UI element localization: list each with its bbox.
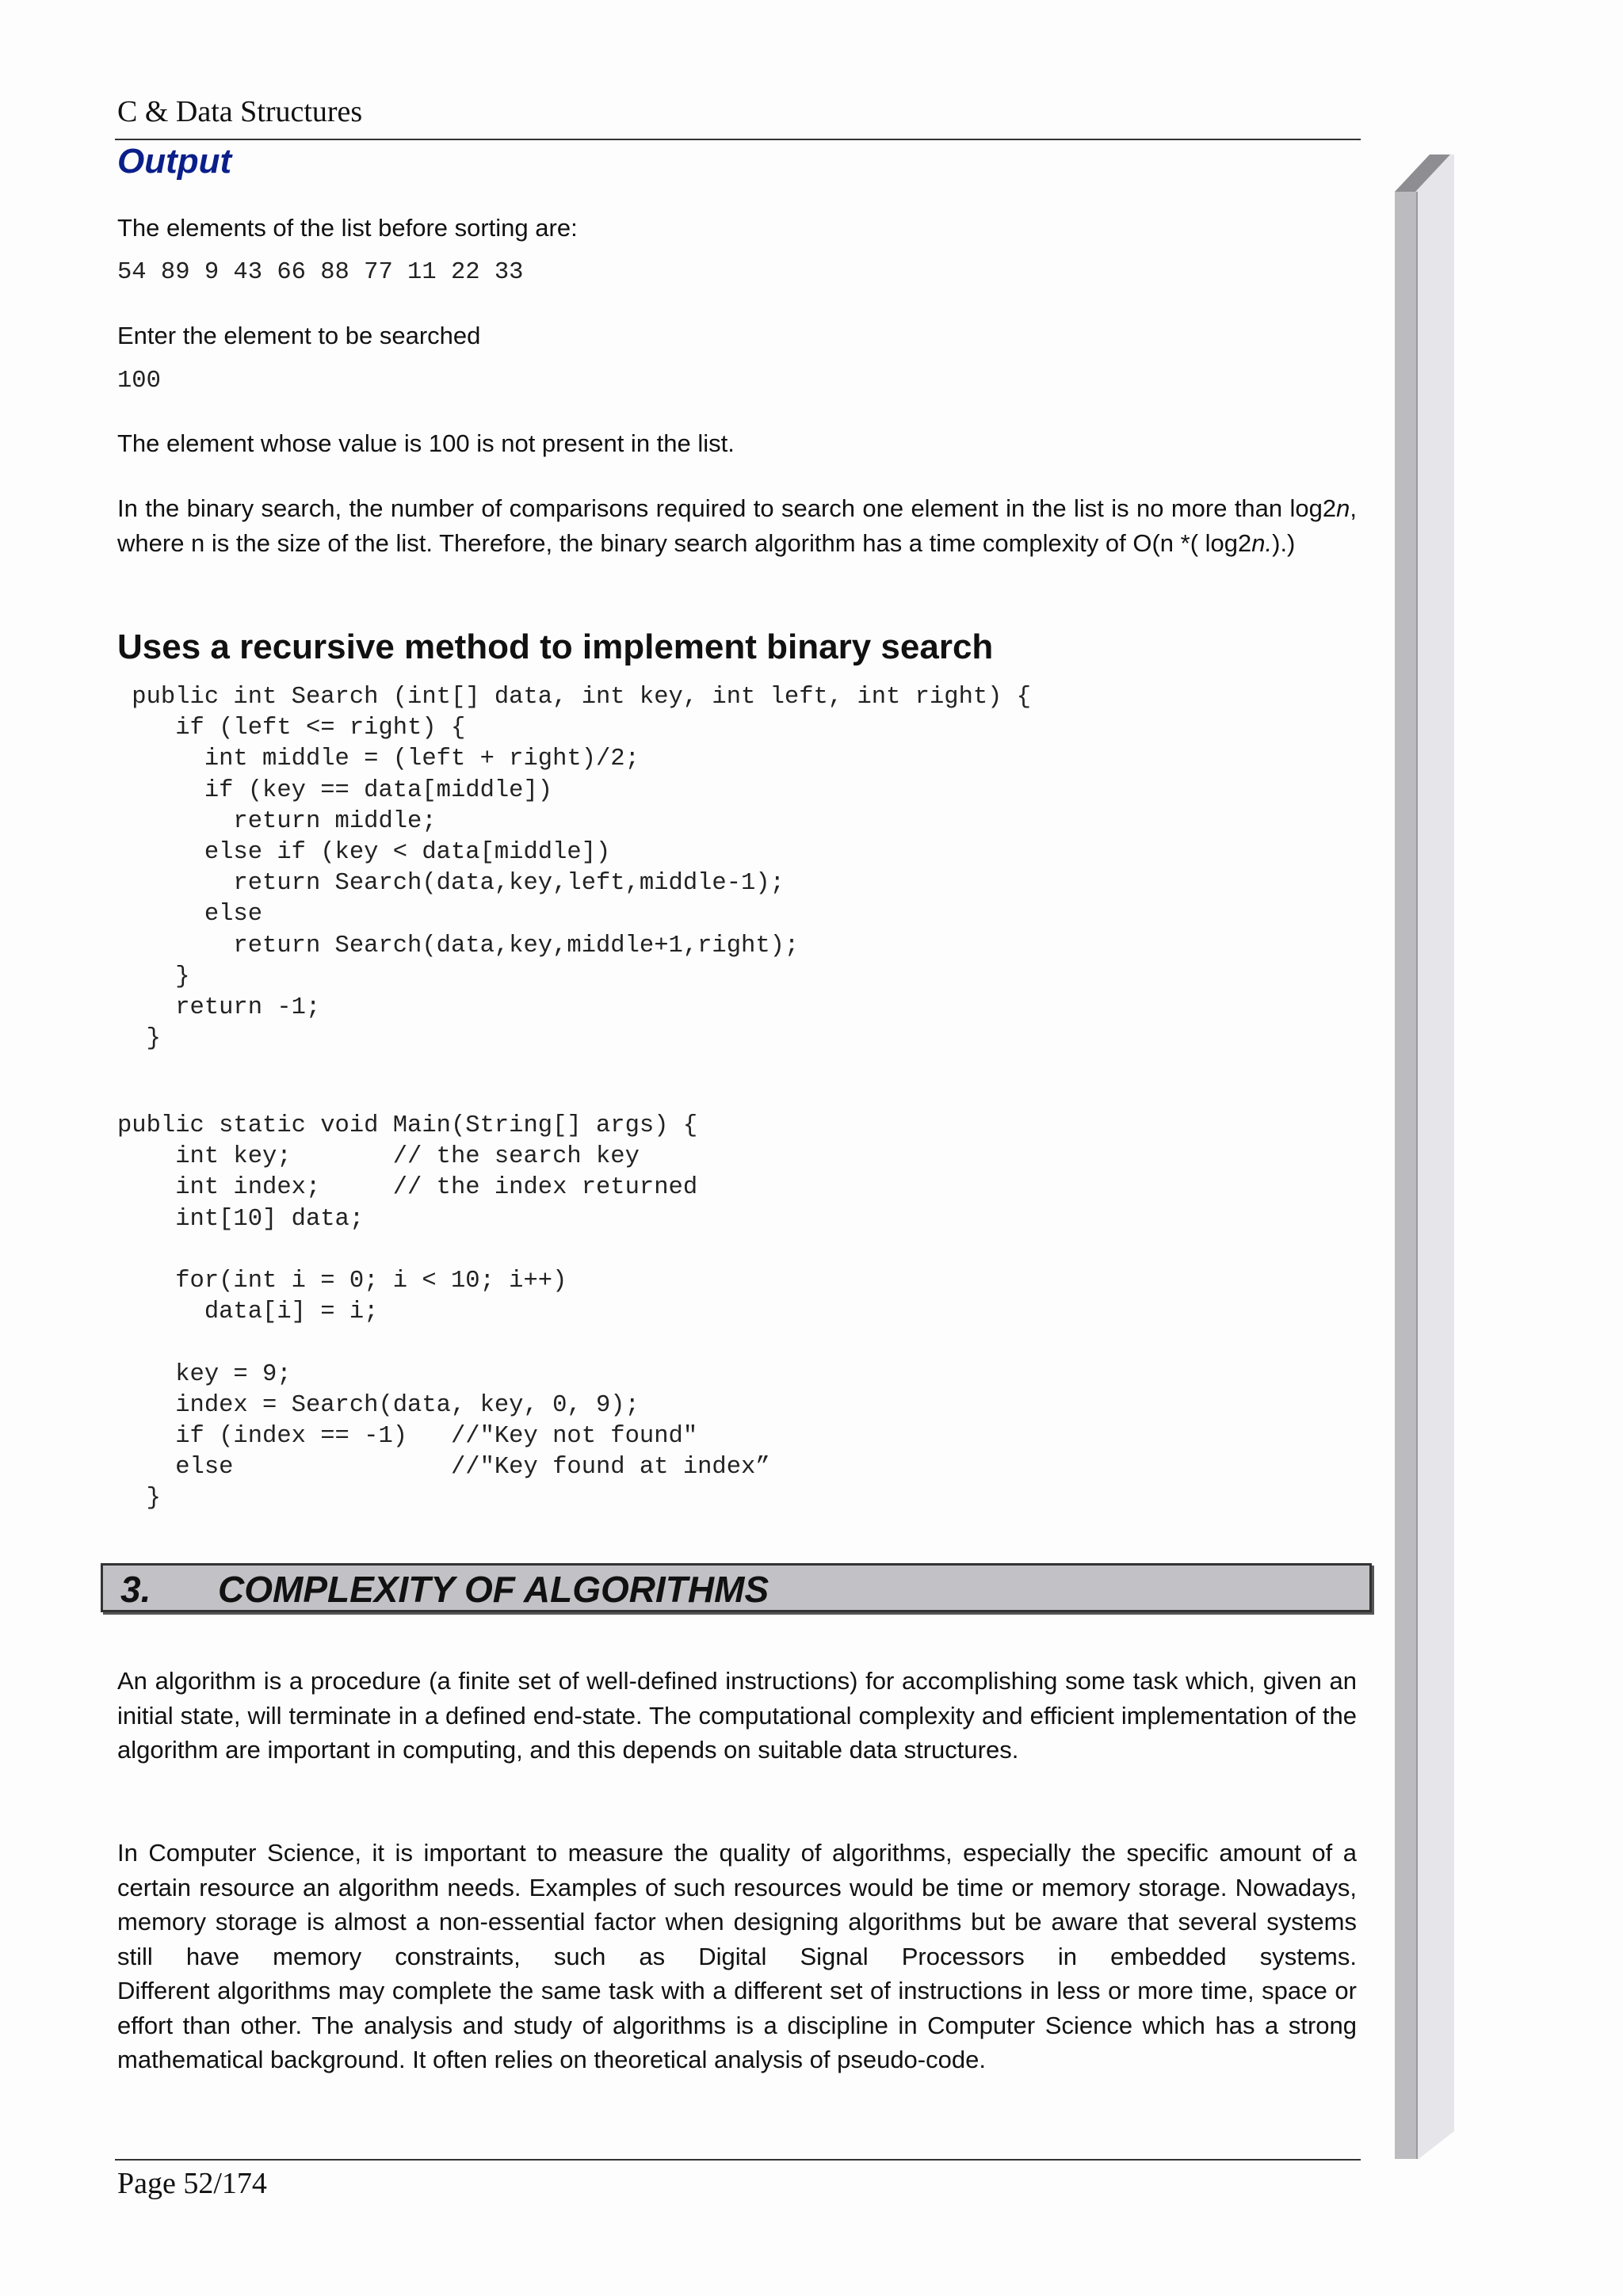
code-line: if (key == data[middle]) (117, 776, 553, 804)
code-line: index = Search(data, key, 0, 9); (117, 1391, 640, 1419)
footer-divider (115, 2159, 1361, 2161)
code-line: if (left <= right) { (117, 715, 466, 742)
algorithm-analysis-paragraph: Different algorithms may complete the same task with a different set of instructions in less or more time, space or effort than other. The analysis and study of algorithms is a discipline in Computer Science which has a strong mathematical background. It often relies on theoretical analysis of pseudo-code. (117, 1977, 1357, 2073)
code-line: else //"Key found at index” (117, 1454, 770, 1482)
search-input-value: 100 (117, 368, 161, 395)
search-function-code (117, 682, 1031, 1055)
binary-search-complexity-paragraph: In the binary search, the number of comparisons required to search one element in the list is no more than log2n, where n is the size of the list. Therefore, the binary search algorithm has a time complexity of O(n *( log2n.).) (117, 494, 1357, 557)
running-header-title: C & Data Structures (117, 95, 363, 128)
code-line: return Search(data,key,middle+1,right); (117, 932, 800, 959)
code-line: public static void Main(String[] args) { (117, 1112, 698, 1139)
code-line: } (117, 1025, 161, 1053)
recursive-method-heading: Uses a recursive method to implement binary search (117, 627, 994, 666)
code-line: int index; // the index returned (117, 1174, 698, 1202)
code-line: int middle = (left + right)/2; (117, 746, 640, 773)
algorithm-definition-paragraph: An algorithm is a procedure (a finite set of well-defined instructions) for accomplishing some task which, given an initial state, will terminate in a defined end-state. The computational complexity and efficient implementation of the algorithm are important in computing, and this depends on suitable data structures. (117, 1667, 1357, 1764)
section-heading-bar (101, 1563, 1372, 1612)
code-line: return Search(data,key,left,middle-1); (117, 870, 785, 898)
page-edge-decoration (1391, 151, 1454, 2171)
list-values-output: 54 89 9 43 66 88 77 11 22 33 (117, 259, 524, 286)
code-line (117, 1328, 770, 1359)
code-line: int[10] data; (117, 1205, 365, 1233)
code-line: public int Search (int[] data, int key, int left, int right) { (117, 684, 1032, 711)
code-line: else (117, 901, 263, 929)
before-sorting-text: The elements of the list before sorting are: (117, 214, 578, 242)
code-line: else if (key < data[middle]) (117, 839, 611, 867)
code-line: return middle; (117, 807, 437, 835)
code-line: } (117, 1485, 161, 1512)
resource-measurement-paragraph: In Computer Science, it is important to measure the quality of algorithms, especially the specific amount of a certain resource an algorithm needs. Examples of such resources would be time or memory storage. Nowadays, memory storage is almost a non-essential factor when designing algorithms but be aware that several systems still have memory constraints, such as Digital Signal Processors in embedded systems. (117, 1839, 1357, 1970)
code-line: return -1; (117, 994, 321, 1022)
enter-element-text: Enter the element to be searched (117, 322, 481, 349)
page-number: Page 52/174 (117, 2167, 267, 2200)
section-number: 3. (120, 1569, 151, 1610)
code-line: data[i] = i; (117, 1299, 379, 1326)
code-line: for(int i = 0; i < 10; i++) (117, 1268, 567, 1295)
section-title: COMPLEXITY OF ALGORITHMS (218, 1569, 769, 1610)
header-divider (115, 139, 1361, 140)
code-line: } (117, 963, 190, 990)
main-function-code (117, 1111, 770, 1515)
output-heading: Output (117, 142, 232, 181)
code-line (117, 1235, 770, 1266)
code-line: int key; // the search key (117, 1143, 640, 1171)
code-line: key = 9; (117, 1360, 292, 1388)
code-line: if (index == -1) //"Key not found" (117, 1423, 698, 1451)
not-present-text: The element whose value is 100 is not present in the list. (117, 429, 735, 457)
